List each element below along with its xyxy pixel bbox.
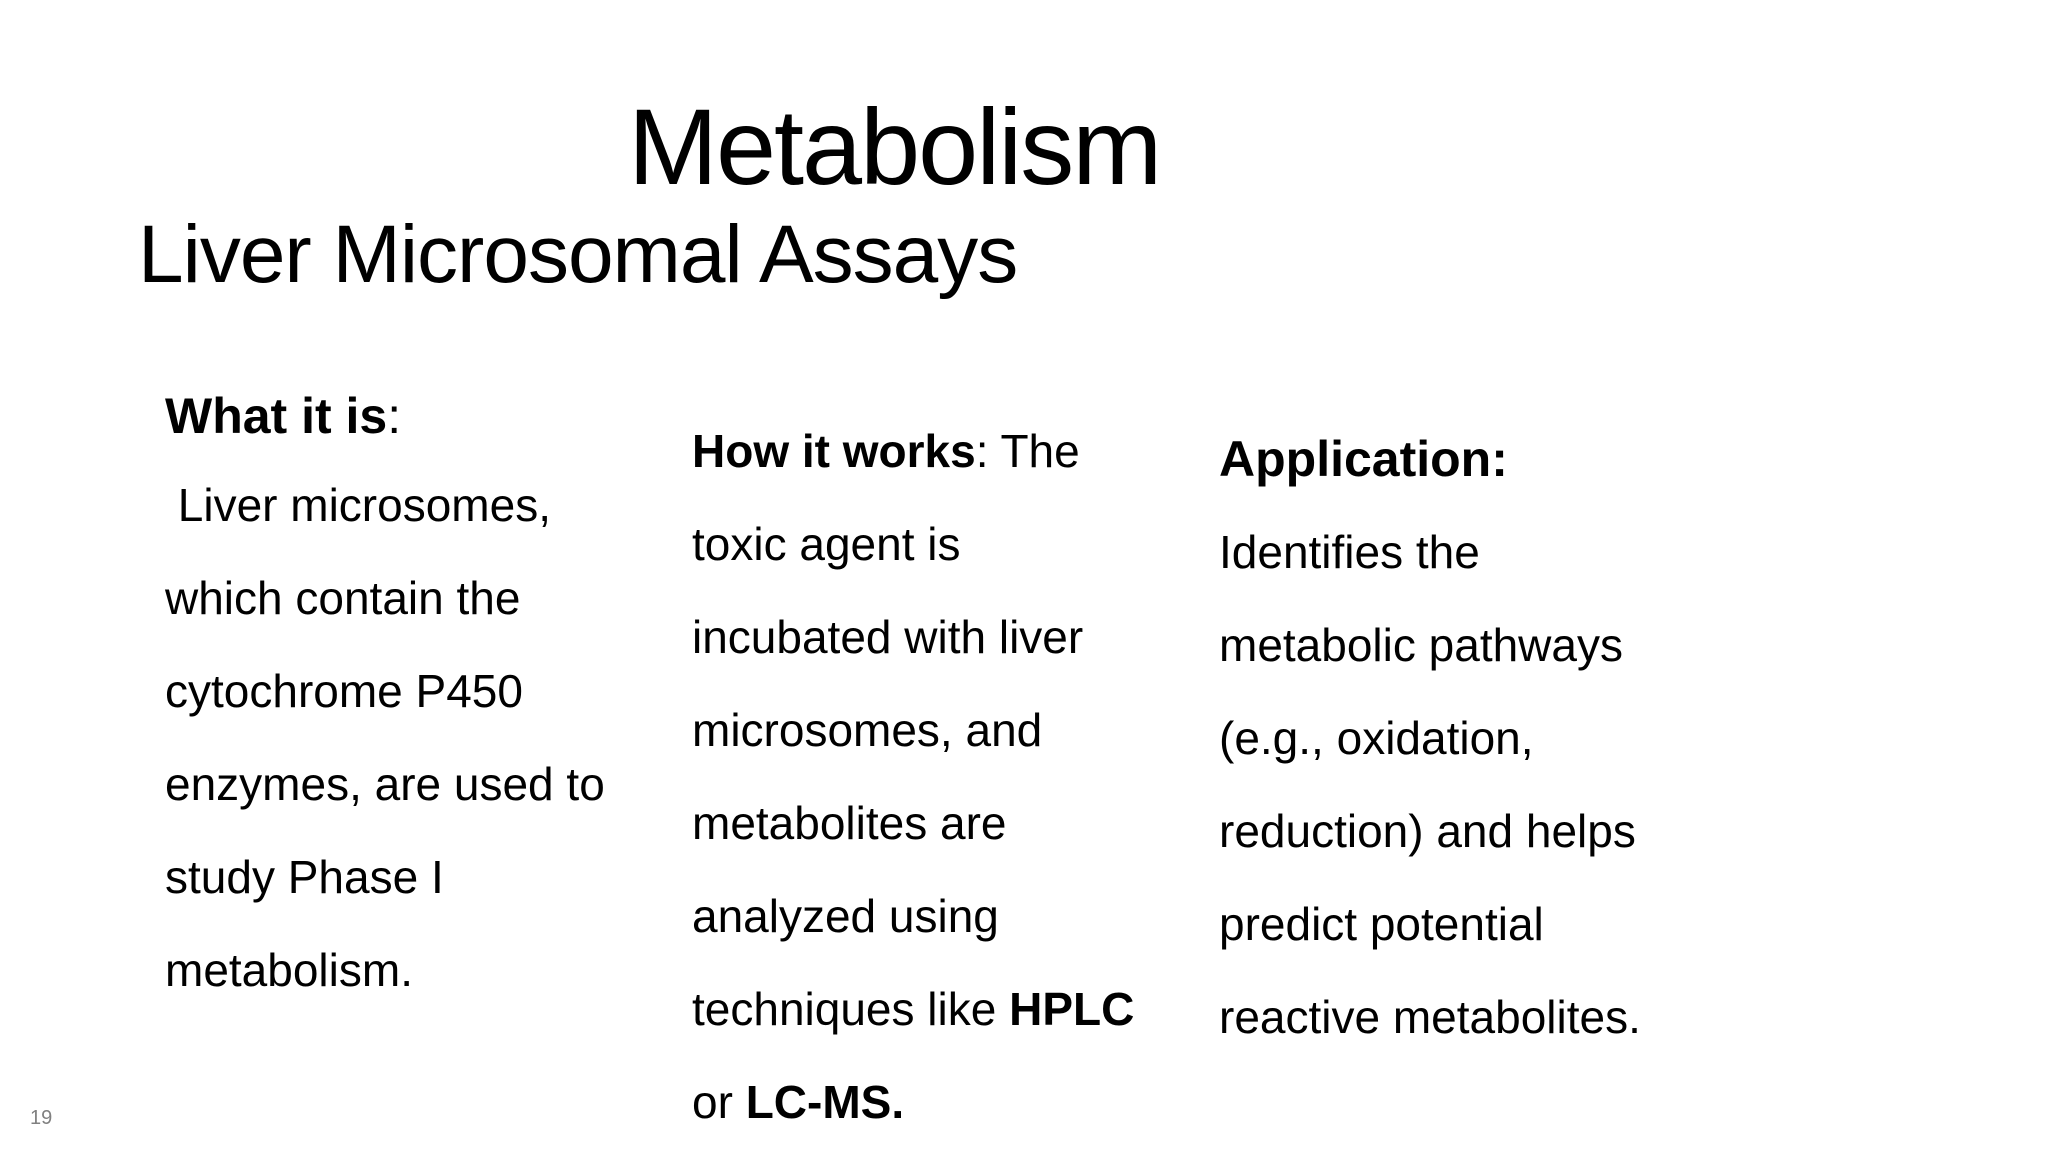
- application-line: Identifies the: [1219, 526, 1480, 578]
- application-heading-bold: Application:: [1219, 431, 1508, 487]
- what-it-is-line: which contain the: [165, 572, 521, 624]
- slide-title: Metabolism: [628, 86, 1161, 207]
- what-it-is-line: cytochrome P450: [165, 665, 523, 717]
- application-line: metabolic pathways: [1219, 619, 1623, 671]
- what-it-is-column: [165, 370, 645, 1017]
- how-it-works-line-prefix: or: [692, 1076, 746, 1128]
- what-it-is-heading-suffix: :: [387, 388, 402, 444]
- application-heading: [1219, 413, 1699, 506]
- what-it-is-heading: [165, 370, 645, 463]
- application-line: (e.g., oxidation,: [1219, 712, 1534, 764]
- what-it-is-line: Liver microsomes,: [165, 479, 551, 531]
- page-number: 19: [30, 1107, 53, 1129]
- lc-ms-term: LC-MS.: [745, 1076, 905, 1128]
- application-line: reduction) and helps: [1219, 805, 1636, 857]
- how-it-works-line: microsomes, and: [692, 704, 1043, 756]
- what-it-is-line: metabolism.: [165, 944, 413, 996]
- slide-subtitle: Liver Microsomal Assays: [138, 209, 1018, 300]
- how-it-works-heading: [692, 405, 1172, 498]
- how-it-works-line: incubated with liver: [692, 611, 1084, 663]
- how-it-works-line: metabolites are: [692, 797, 1007, 849]
- what-it-is-line: enzymes, are used to: [165, 758, 605, 810]
- application-column: [1219, 413, 1699, 1064]
- how-it-works-line: [692, 963, 1172, 1056]
- application-line: predict potential: [1219, 898, 1544, 950]
- how-it-works-line: [692, 1056, 1172, 1149]
- how-it-works-line-prefix: techniques like: [692, 983, 1010, 1035]
- application-line: reactive metabolites.: [1219, 991, 1641, 1043]
- what-it-is-heading-bold: What it is: [165, 388, 388, 444]
- hplc-term: HPLC: [1009, 983, 1135, 1035]
- how-it-works-heading-bold: How it works: [692, 425, 976, 477]
- how-it-works-line: toxic agent is: [692, 518, 961, 570]
- how-it-works-line: analyzed using: [692, 890, 999, 942]
- how-it-works-column: [692, 405, 1172, 1149]
- how-it-works-heading-suffix: : The: [975, 425, 1080, 477]
- what-it-is-line: study Phase I: [165, 851, 444, 903]
